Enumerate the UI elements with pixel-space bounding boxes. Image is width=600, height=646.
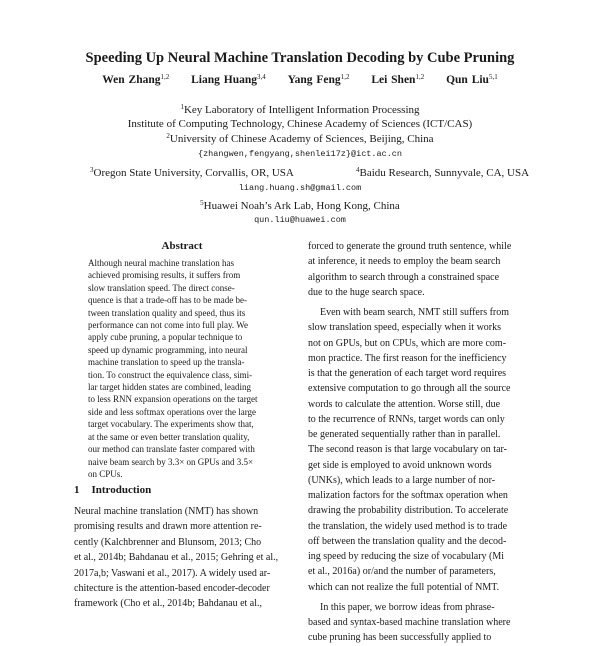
- abstract-line: lar target hidden states are combined, leading: [88, 382, 252, 393]
- author-list: [0, 73, 600, 86]
- right-line: at inference, it needs to employ the beam search: [308, 256, 501, 268]
- intro-line: promising results and drawn more attention re-: [74, 521, 262, 533]
- abstract-line: performance can not come into full play. We: [88, 320, 248, 331]
- right-line: algorithm to search through a constrained space: [308, 271, 500, 283]
- abstract-line: tween translation quality and speed, thus its: [88, 307, 246, 318]
- abstract-line: target vocabulary. The experiments show that,: [88, 419, 254, 430]
- abstract-body: [88, 257, 278, 480]
- author-5: Qun Liu$^{5,1}$: [446, 73, 498, 86]
- author-3: Yang Feng$^{1,2}$: [287, 73, 350, 86]
- intro-line: cently (Kalchbrenner and Blunsom, 2013; Cho: [74, 536, 262, 548]
- affiliation-1-line-1: $^1$Key Laboratory of Intelligent Information Processing: [180, 103, 420, 116]
- right-line: Even with beam search, NMT still suffers from: [320, 307, 510, 318]
- right-line: The second reason is that large vocabulary on tar-: [308, 444, 507, 456]
- introduction-body: [74, 504, 297, 612]
- right-line: based and syntax-based machine translation where: [308, 617, 511, 628]
- right-line: words to calculate the attention. Worse still, due: [308, 398, 501, 410]
- right-line: get side is employed to avoid unknown words: [308, 459, 492, 471]
- right-line: be generated sequentially rather than in parallel.: [308, 429, 501, 440]
- email-oregon: liang.huang.sh@gmail.com: [238, 183, 362, 193]
- right-line: In this paper, we borrow ideas from phrase-: [320, 601, 495, 613]
- abstract-line: Although neural machine translation has: [88, 258, 234, 268]
- affiliation-5: $^5$Huawei Noah’s Ark Lab, Hong Kong, China: [200, 199, 400, 212]
- abstract-line: apply cube pruning, a popular technique to: [88, 332, 243, 343]
- affiliation-2: $^2$University of Chinese Academy of Sciences, Beijing, China: [166, 132, 434, 145]
- abstract-line: our method can translate faster compared with: [88, 444, 255, 455]
- right-line: (UNKs), which leads to a large number of nor-: [308, 474, 496, 486]
- right-line: forced to generate the ground truth sentence, while: [308, 241, 512, 252]
- right-line: off between the translation quality and the decod-: [308, 535, 507, 547]
- intro-line: 2017a,b; Vaswani et al., 2017). A widely used ar-: [74, 567, 271, 579]
- intro-line: chitecture is the attention-based encoder-decoder: [74, 583, 270, 595]
- paper-title: Speeding Up Neural Machine Translation Decoding by Cube Pruning: [85, 50, 515, 66]
- author-1: Wen Zhang$^{1,2}$: [102, 73, 170, 86]
- right-line: ing speed by reducing the size of vocabulary (Mi: [308, 551, 505, 562]
- right-line: extensive computation to go through all the source: [308, 383, 511, 395]
- abstract-line: naive beam search by 3.3× on GPUs and 3.5×: [88, 456, 254, 467]
- right-line: due to the huge search space.: [308, 286, 425, 298]
- right-line: the translation, the widely used method is to trade: [308, 520, 508, 532]
- right-line: which can not realize the full potential of NMT.: [308, 581, 500, 593]
- right-line: is that the generation of each target word requires: [308, 368, 507, 379]
- right-line: slow translation speed, especially when it works: [308, 322, 502, 334]
- affiliation-4: $^4$Baidu Research, Sunnyvale, CA, USA: [356, 166, 530, 179]
- abstract-line: machine translation to speed up the transla-: [88, 357, 245, 368]
- intro-line: et al., 2014b; Bahdanau et al., 2015; Gehring et al.,: [74, 552, 279, 564]
- right-line: to the recurrence of RNNs, target words can only: [308, 413, 505, 425]
- right-line: malization factors for the softmax operation when: [308, 490, 508, 501]
- abstract-heading: Abstract: [161, 240, 203, 252]
- intro-line: framework (Cho et al., 2014b; Bahdanau et al.,: [74, 598, 262, 610]
- author-4: Lei Shen$^{1,2}$: [371, 73, 425, 86]
- abstract-line: achieved promising results, it suffers from: [88, 270, 241, 281]
- abstract-line: speed up dynamic programming, into neural: [88, 344, 248, 355]
- abstract-line: at the same or even better translation quality,: [88, 431, 250, 442]
- right-line: et al., 2016a) or/and the number of parameters,: [308, 566, 496, 578]
- intro-line: Neural machine translation (NMT) has shown: [74, 506, 259, 517]
- right-column: [308, 239, 530, 646]
- affiliation-1-line-2: Institute of Computing Technology, Chinese Academy of Sciences (ICT/CAS): [127, 118, 473, 130]
- abstract-line: quence is that a trade-off has to be made be-: [88, 295, 248, 306]
- author-2: Liang Huang$^{3,4}$: [191, 73, 266, 86]
- email-huawei: qun.liu@huawei.com: [254, 215, 346, 225]
- abstract-line: tion. To construct the equivalence class, simi-: [88, 369, 253, 380]
- abstract-line: slow translation speed. The direct conse-: [88, 282, 235, 293]
- right-line: drawing the probability distribution. To accelerate: [308, 505, 509, 517]
- abstract-line: to less RNN expansion operations on the target: [88, 394, 258, 405]
- abstract-line: side and less softmax operations over the large: [88, 406, 257, 417]
- abstract-line: on CPUs.: [88, 468, 123, 479]
- section-heading-introduction: 1 Introduction: [74, 484, 152, 496]
- right-line: not on GPUs, but on CPUs, which are more com-: [308, 337, 507, 349]
- affiliation-3: $^3$Oregon State University, Corvallis, OR, USA: [90, 166, 294, 179]
- email-ict: {zhangwen,fengyang,shenlei17z}@ict.ac.cn: [197, 149, 403, 159]
- right-line: cube pruning has been successfully applied to: [308, 632, 492, 644]
- right-line: mon practice. The first reason for the inefficiency: [308, 352, 507, 364]
